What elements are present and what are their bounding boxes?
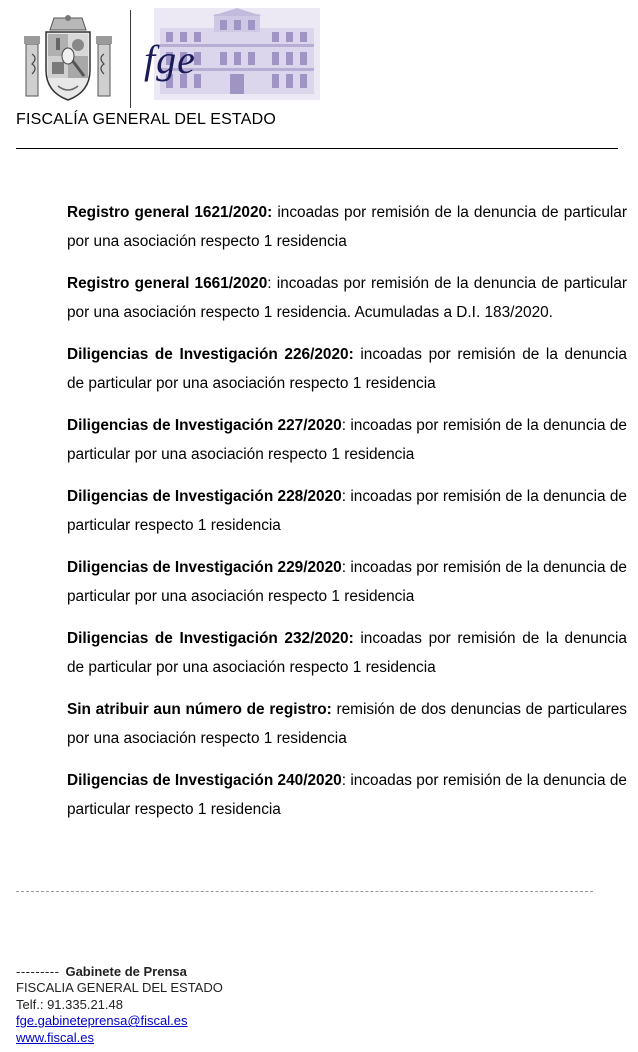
case-label: Diligencias de Investigación 227/2020 — [67, 417, 342, 434]
case-entry — [67, 340, 627, 398]
case-description: incoadas por remisión de la denuncia de particular por una asociación respecto 1 residencia — [67, 204, 627, 250]
case-description: incoadas por remisión de la denuncia de particular por una asociación respecto 1 residencia — [67, 346, 627, 392]
case-label: Registro general 1621/2020: — [67, 204, 273, 221]
press-office-name: Gabinete de Prensa — [65, 964, 187, 979]
case-entry — [67, 198, 627, 256]
fge-logo-text: fge — [144, 37, 196, 82]
case-entry — [67, 695, 627, 753]
case-label: Registro general 1661/2020 — [67, 275, 268, 292]
footer-dashes: --------- — [16, 964, 60, 979]
case-label: Diligencias de Investigación 240/2020 — [67, 772, 342, 789]
header-rule — [16, 148, 618, 149]
case-entry — [67, 624, 627, 682]
case-entry — [67, 553, 627, 611]
case-label: Diligencias de Investigación 232/2020: — [67, 630, 354, 647]
case-list — [67, 198, 627, 837]
case-label: Diligencias de Investigación 226/2020: — [67, 346, 354, 363]
case-entry — [67, 766, 627, 824]
case-label: Diligencias de Investigación 228/2020 — [67, 488, 342, 505]
case-description: : incoadas por remisión de la denuncia de particular por una asociación respecto 1 residencia — [67, 417, 627, 463]
case-description: : incoadas por remisión de la denuncia de particular por una asociación respecto 1 residencia — [67, 559, 627, 605]
case-description: incoadas por remisión de la denuncia de particular por una asociación respecto 1 residencia — [67, 630, 627, 676]
letterhead — [16, 6, 326, 110]
case-description: : incoadas por remisión de la denuncia de particular por una asociación respecto 1 residencia. Acumuladas a D.I. 183/2020. — [67, 275, 628, 321]
website-link[interactable]: www.fiscal.es — [16, 1029, 95, 1045]
organization-title: FISCALÍA GENERAL DEL ESTADO — [16, 111, 276, 128]
coat-of-arms-icon — [24, 14, 112, 104]
case-description: : incoadas por remisión de la denuncia de particular respecto 1 residencia — [67, 488, 627, 534]
case-label: Sin atribuir aun número de registro: — [67, 701, 332, 718]
case-description: remisión de dos denuncias de particulares por una asociación respecto 1 residencia — [67, 701, 627, 747]
email-link[interactable]: fge.gabineteprensa@fiscal.es — [16, 1013, 188, 1029]
case-entry — [67, 411, 627, 469]
case-description: : incoadas por remisión de la denuncia de particular respecto 1 residencia — [67, 772, 627, 818]
case-label: Diligencias de Investigación 229/2020 — [67, 559, 342, 576]
press-contact-footer — [16, 964, 223, 1046]
footer-office-line — [16, 964, 223, 980]
case-entry — [67, 269, 627, 327]
footer-phone: Telf.: 91.335.21.48 — [16, 996, 123, 1012]
footer-org-name: FISCALIA GENERAL DEL ESTADO — [16, 980, 223, 996]
case-entry — [67, 482, 627, 540]
footer-divider — [16, 891, 593, 892]
header-divider — [130, 10, 131, 108]
